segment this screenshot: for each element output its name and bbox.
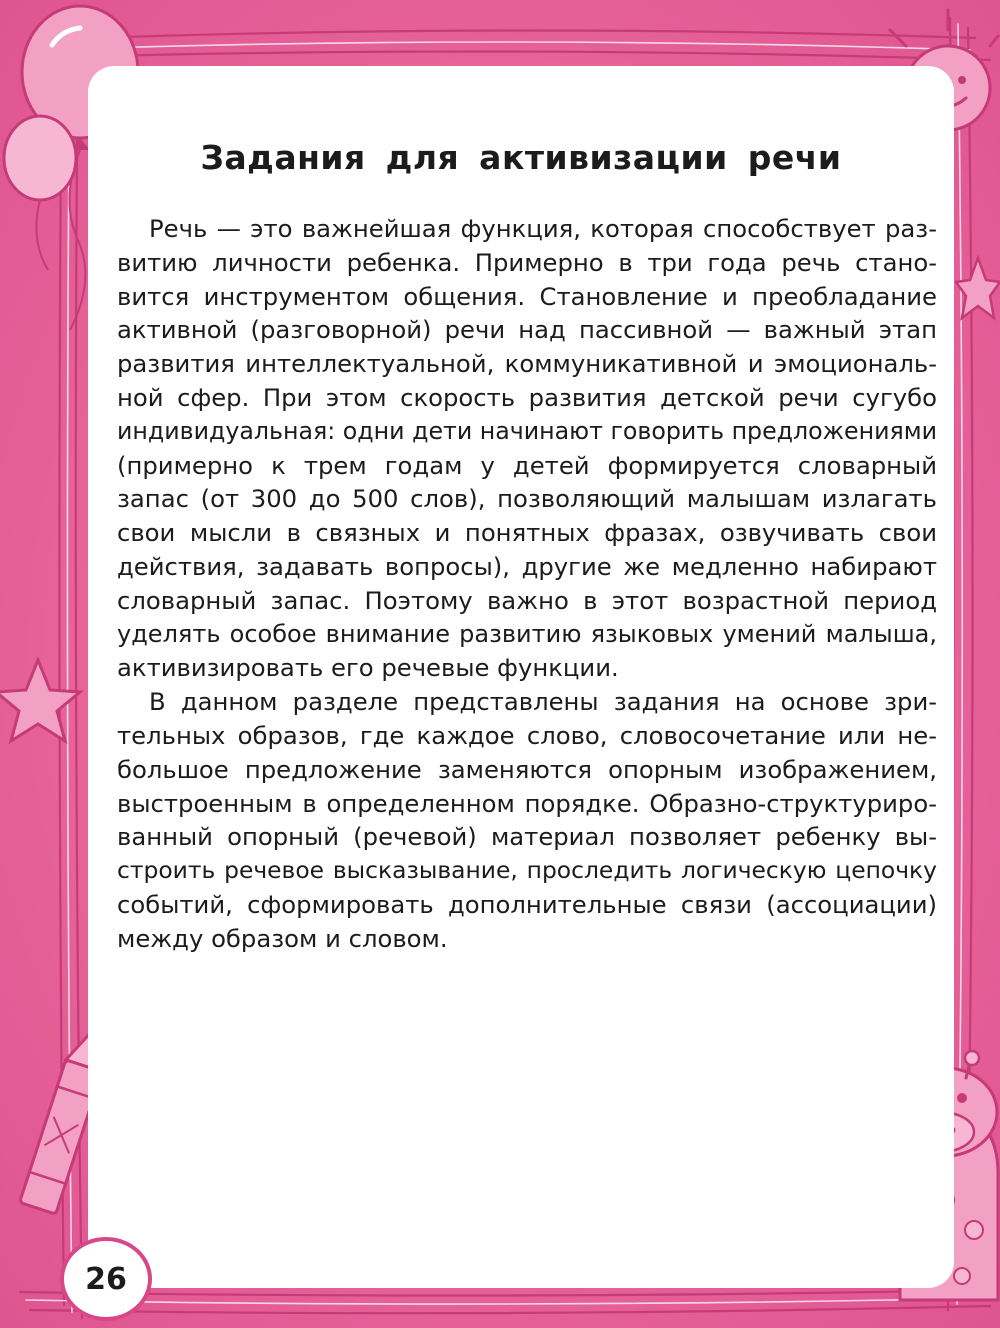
text-line: витию личности ребенка. Примерно в три года речь стано- — [117, 247, 937, 277]
page-number: 26 — [60, 1237, 152, 1321]
text-line: (примерно к трем годам у детей формируется словарный — [117, 450, 937, 480]
text-line: событий, сформировать дополнительные связи (ассоциации) — [117, 889, 937, 919]
text-line: между образом и словом. — [117, 923, 448, 953]
text-line: В данном разделе представлены задания на основе зри- — [149, 687, 937, 717]
text-line: действия, задавать вопросы), другие же медленно набирают — [117, 551, 937, 581]
text-line: запас (от 300 до 500 слов), позволяющий малышам излагать — [117, 484, 937, 514]
text-line: большое предложение заменяются опорным изображением, — [117, 754, 937, 784]
text-line: тельных образов, где каждое слово, словосочетание или не- — [117, 720, 937, 750]
text-line: выстроенным в определенном порядке. Образно-структуриро- — [117, 788, 937, 818]
text-line: активизировать его речевые функции. — [117, 653, 619, 683]
text-line: развития интеллектуальной, коммуникативной и эмоциональ- — [117, 349, 937, 379]
text-line: уделять особое внимание развитию языковых умений малыша, — [117, 619, 937, 648]
text-line: вится инструментом общения. Становление и преобладание — [117, 281, 937, 311]
text-line: активной (разговорной) речи над пассивной — важный этап — [117, 315, 937, 345]
paragraph — [117, 212, 937, 685]
body-text — [117, 212, 937, 956]
text-line: словарный запас. Поэтому важно в этот возрастной период — [117, 585, 937, 615]
page-title: Задания для активизации речи — [200, 138, 842, 177]
text-line: строить речевое высказывание, проследить логическую цепочку — [117, 856, 937, 885]
text-line: Речь — это важнейшая функция, которая способствует раз- — [149, 214, 937, 243]
text-line: свои мысли в связных и понятных фразах, озвучивать свои — [117, 518, 937, 548]
paragraph — [117, 685, 937, 955]
text-line: ной сфер. При этом скорость развития детской речи сугубо — [117, 382, 937, 412]
text-line: индивидуальная: одни дети начинают говорить предложениями — [117, 416, 937, 445]
star-icon — [956, 258, 1000, 318]
text-line: ванный опорный (речевой) материал позволяет ребенку вы- — [117, 822, 937, 852]
